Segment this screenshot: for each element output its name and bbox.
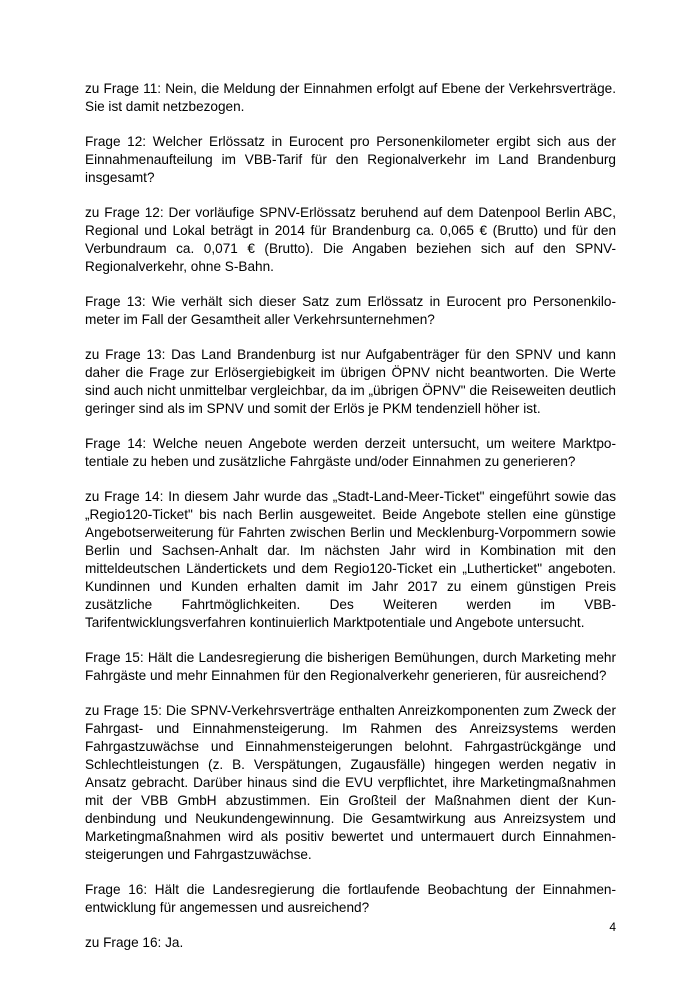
question-14-paragraph: Frage 14: Welche neuen Angebote werden derzeit untersucht, um weitere Marktpotentiale zu heben und zusätzliche Fahrgäste und/oder Einnahmen zu generieren? bbox=[85, 436, 616, 469]
question-13-paragraph: Frage 13: Wie verhält sich dieser Satz zum Erlössatz in Eurocent pro Personenkilometer im Fall der Gesamtheit aller Verkehrsunternehmen? bbox=[85, 294, 616, 327]
answer-12-paragraph: zu Frage 12: Der vorläufige SPNV-Erlössatz beruhend auf dem Datenpool Berlin ABC, Regional und Lokal beträgt in 2014 für Brandenburg ca. 0,065 € (Brutto) und für den Verbundraum ca. 0,071 € (Brutto). Die Angaben beziehen sich auf den SPNV-Regionalverkehr, ohne S-Bahn. bbox=[85, 205, 616, 274]
document-body bbox=[85, 80, 616, 969]
answer-14-paragraph: zu Frage 14: In diesem Jahr wurde das „Stadt-Land-Meer-Ticket" eingeführt sowie das „Regio120-Ticket" bis nach Berlin ausgeweitet. Beide Angebote stellen eine günstige Angebotserweiterung für Fahrten zwischen Berlin und Mecklenburg-Vorpommern sowie Berlin und Sachsen-Anhalt dar. Im nächsten Jahr wird in Kombination mit den mitteldeutschen Ländertickets und dem Regio120-Ticket ein „Lutherticket" angeboten. Kundinnen und Kunden erhalten damit im Jahr 2017 zu einem günstigen Preis zusätzliche Fahrtmöglichkeiten. Des Weiteren werden im VBB-Tarifentwicklungsverfahren kontinuierlich Marktpotentiale und Angebote untersucht. bbox=[85, 489, 616, 630]
question-16-paragraph: Frage 16: Hält die Landesregierung die fortlaufende Beobachtung der Einnahmenentwicklung für angemessen und ausreichend? bbox=[85, 882, 616, 915]
question-12-paragraph: Frage 12: Welcher Erlössatz in Eurocent pro Personenkilometer ergibt sich aus der Einnahmenaufteilung im VBB-Tarif für den Regionalverkehr im Land Brandenburg insgesamt? bbox=[85, 134, 616, 185]
answer-16-paragraph: zu Frage 16: Ja. bbox=[85, 935, 184, 950]
answer-13-paragraph: zu Frage 13: Das Land Brandenburg ist nur Aufgabenträger für den SPNV und kann daher die Frage zur Erlösergiebigkeit im übrigen ÖPNV nicht beantworten. Die Werte sind auch nicht unmittelbar vergleichbar, da im „übrigen ÖPNV" die Reiseweiten deutlich geringer sind als im SPNV und somit der Erlös je PKM tendenziell höher ist. bbox=[85, 347, 616, 416]
answer-15-paragraph: zu Frage 15: Die SPNV-Verkehrsverträge enthalten Anreizkomponenten zum Zweck der Fahrgast- und Einnahmensteigerung. Im Rahmen des Anreizsystems werden Fahrgastzuwächse und Einnahmensteigerungen belohnt. Fahrgastrückgänge und Schlechtleistungen (z. B. Verspätungen, Zugausfälle) hingegen werden negativ in Ansatz gebracht. Darüber hinaus sind die EVU verpflichtet, ihre Marketingmaßnahmen mit der VBB GmbH abzustimmen. Ein Großteil der Maßnahmen dient der Kundenbindung und Neukundengewinnung. Die Gesamtwirkung aus Anreizsystem und Marketingmaßnahmen wird als positiv bewertet und untermauert durch Einnahmensteigerungen und Fahrgastzuwächse. bbox=[85, 703, 616, 862]
question-15-paragraph: Frage 15: Hält die Landesregierung die bisherigen Bemühungen, durch Marketing mehr Fahrgäste und mehr Einnahmen für den Regionalverkehr generieren, für ausreichend? bbox=[85, 650, 616, 683]
answer-11-paragraph: zu Frage 11: Nein, die Meldung der Einnahmen erfolgt auf Ebene der Verkehrsverträge. Sie ist damit netzbezogen. bbox=[85, 81, 616, 114]
page-number: 4 bbox=[609, 920, 616, 934]
